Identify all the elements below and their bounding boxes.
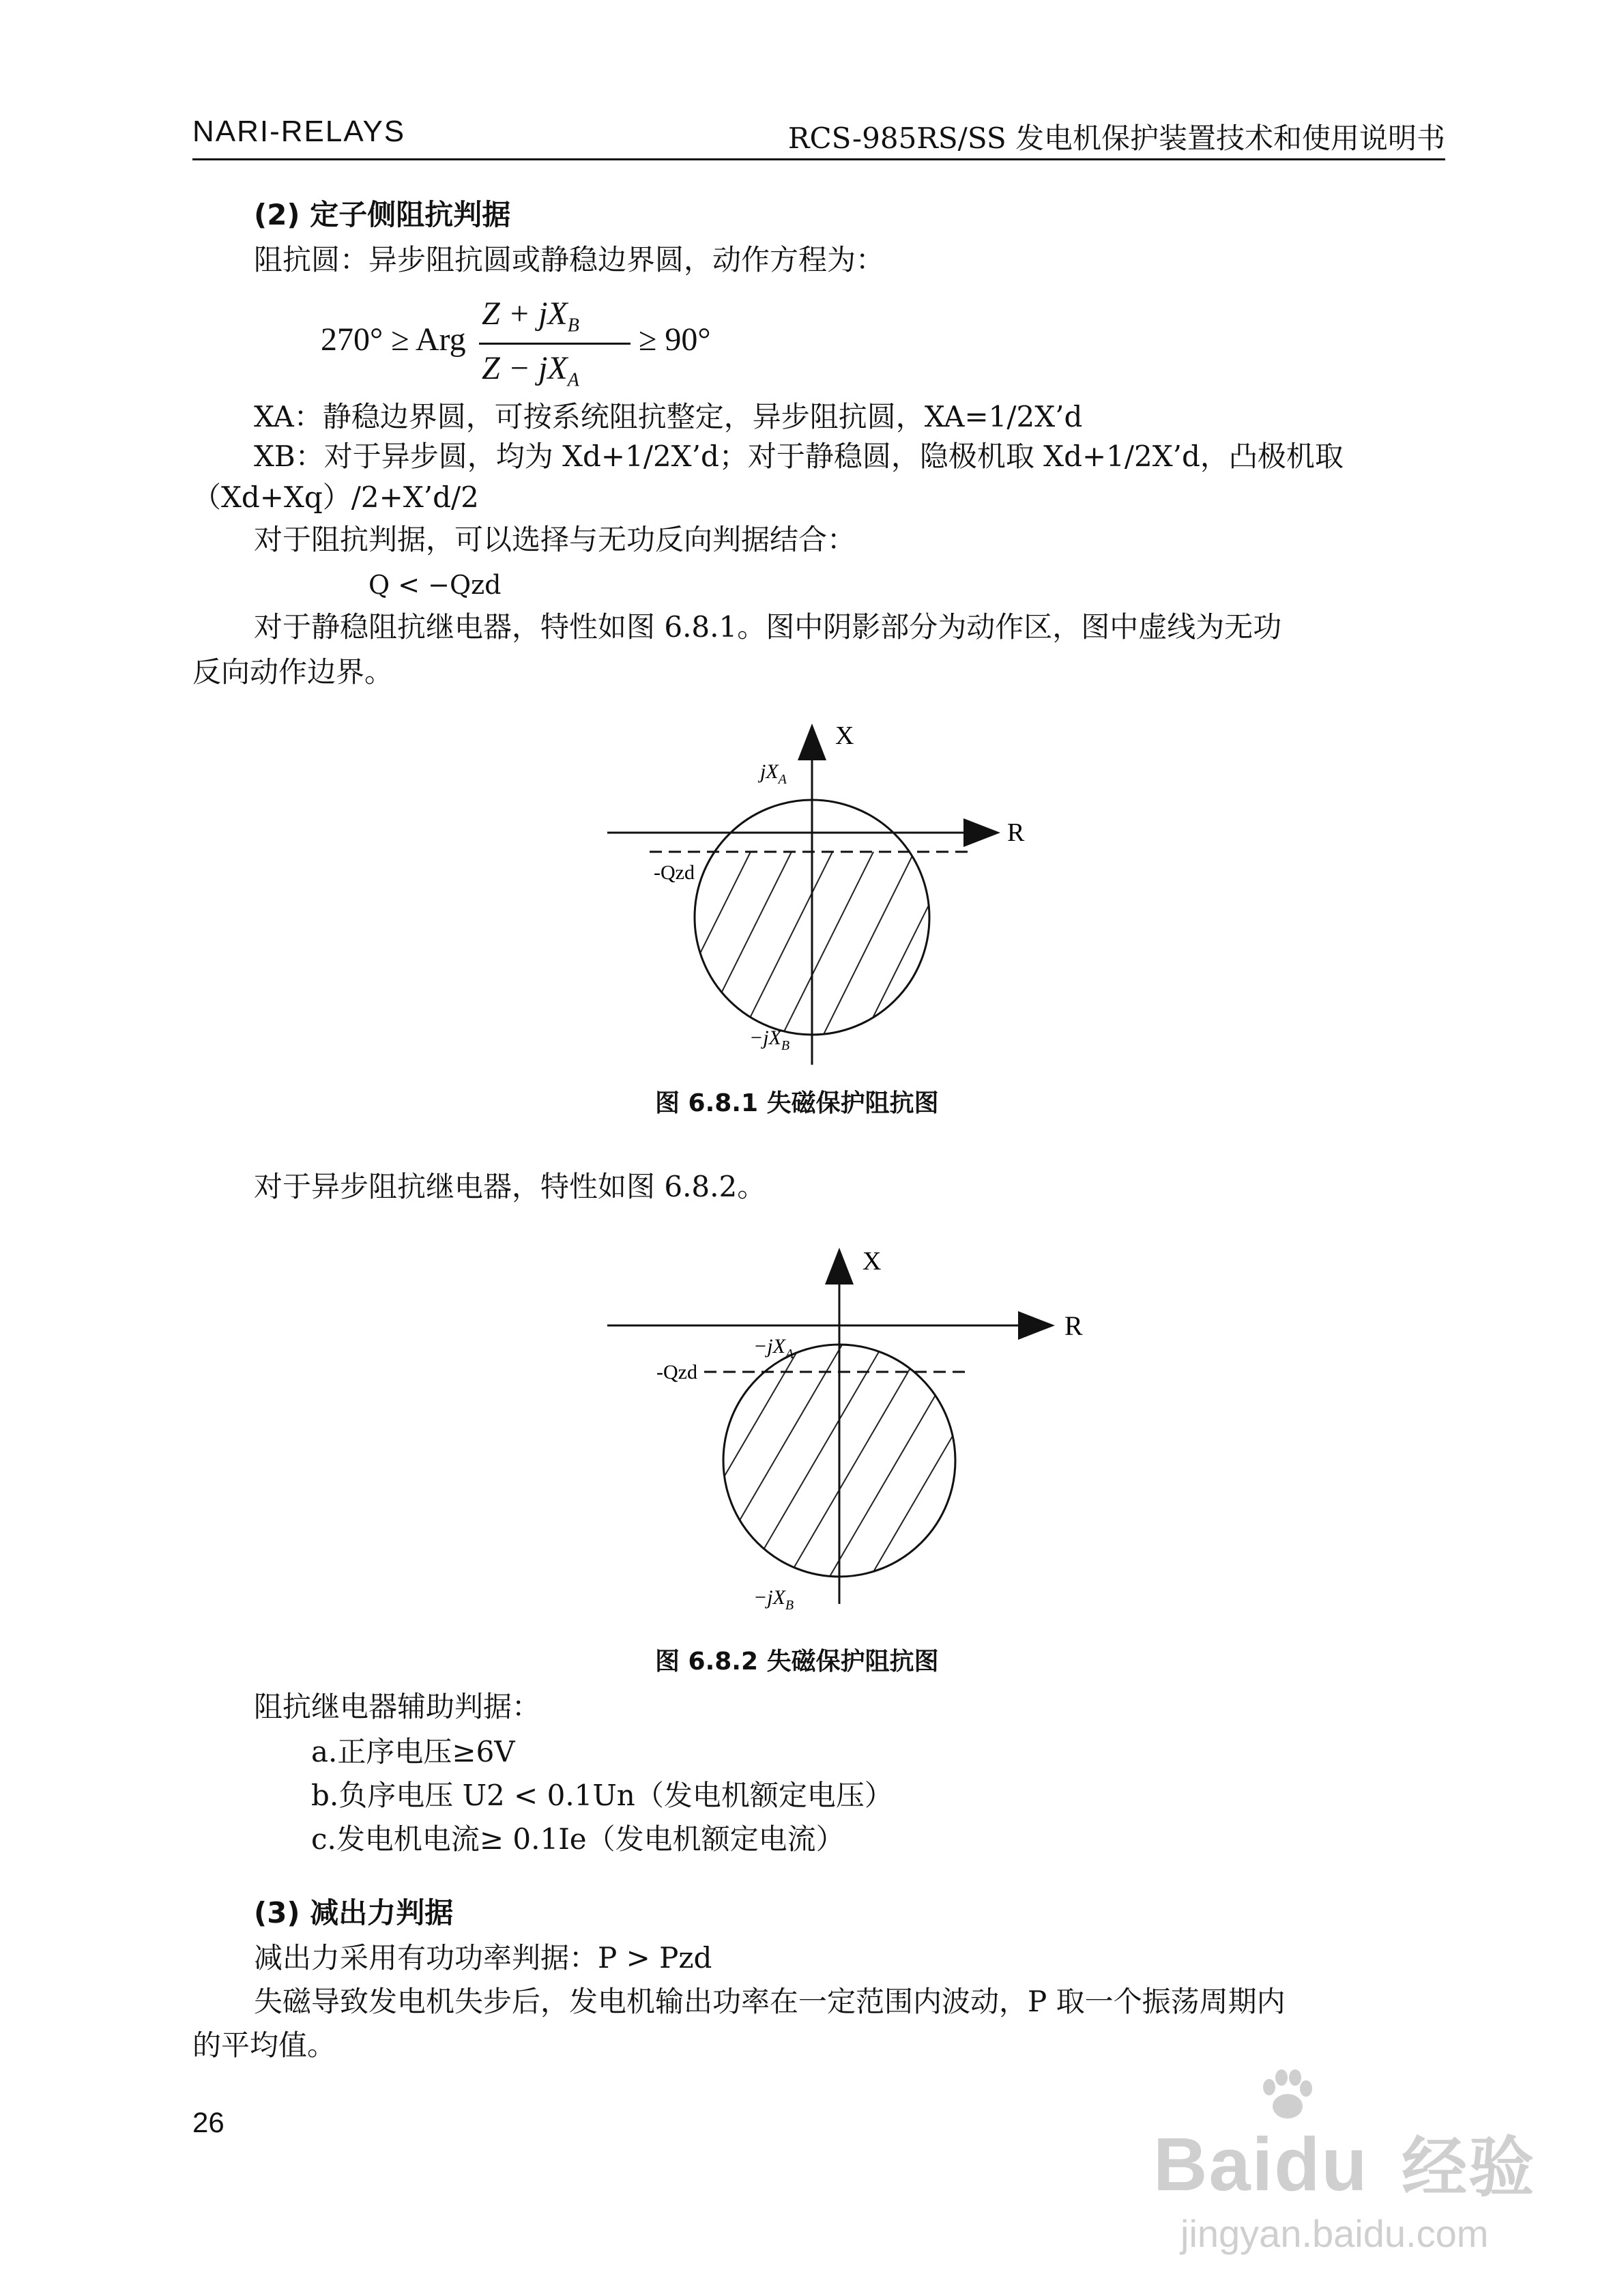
- fig1-intro-1: 对于静稳阻抗继电器，特性如图 6.8.1。图中阴影部分为动作区，图中虚线为无功: [254, 610, 1282, 644]
- fig1-top-label: [757, 760, 787, 787]
- figure-6-8-1: [587, 717, 1064, 1085]
- fig1-action-zone: [587, 852, 996, 1085]
- section-3-heading: (3) 减出力判据: [254, 1896, 454, 1929]
- combine-line: 对于阻抗判据，可以选择与无功反向判据结合：: [254, 523, 856, 556]
- fig2-bottom-label: [753, 1586, 794, 1613]
- formula-left: 270° ≥ Arg: [321, 321, 466, 358]
- fig2-qzd-label: -Qzd: [656, 1361, 697, 1383]
- fig1-top-sub: A: [778, 772, 787, 787]
- page-number: 26: [192, 2106, 224, 2138]
- formula-den-sub: A: [567, 369, 579, 391]
- baidu-watermark: [1153, 2068, 1590, 2280]
- fig2-top-text: −jX: [753, 1335, 785, 1358]
- xb-definition-2: （Xd+Xq）/2+X’d/2: [192, 480, 479, 514]
- aux-criteria-b: b.负序电压 U2 < 0.1Un（发电机额定电压）: [311, 1779, 893, 1812]
- aux-criteria-c: c.发电机电流≥ 0.1Ie（发电机额定电流）: [311, 1822, 845, 1856]
- fig2-bottom-sub: B: [785, 1598, 794, 1613]
- power-explanation-2: 的平均值。: [192, 2028, 336, 2062]
- fig1-caption: 图 6.8.1 失磁保护阻抗图: [655, 1089, 939, 1117]
- fig1-intro-2: 反向动作边界。: [192, 655, 394, 689]
- formula-numerator: [482, 295, 579, 337]
- fig1-r-label: R: [1007, 818, 1025, 847]
- fig2-caption: 图 6.8.2 失磁保护阻抗图: [655, 1648, 939, 1676]
- fig1-x-label: X: [835, 721, 854, 750]
- formula-denominator: [482, 349, 579, 392]
- fig2-r-label: R: [1064, 1310, 1083, 1341]
- fig1-qzd-label: -Qzd: [654, 861, 695, 884]
- power-criterion-line: 减出力采用有功功率判据：P > Pzd: [254, 1941, 712, 1975]
- header-brand: NARI-RELAYS: [192, 115, 406, 148]
- impedance-circle-line: 阻抗圆：异步阻抗圆或静稳边界圆，动作方程为：: [254, 243, 885, 276]
- formula-num-text: Z + jX: [482, 296, 568, 332]
- xa-definition: XA：静稳边界圆，可按系统阻抗整定，异步阻抗圆，XA=1/2X’d: [254, 400, 1083, 433]
- formula-num-sub: B: [567, 315, 579, 336]
- fig1-bottom-sub: B: [781, 1038, 790, 1053]
- fig2-bottom-text: −jX: [753, 1586, 785, 1609]
- q-condition: Q < −Qzd: [368, 570, 502, 600]
- watermark-brand-2: du: [1274, 2123, 1369, 2207]
- section-2-heading: (2) 定子侧阻抗判据: [254, 198, 511, 231]
- fig2-top-label: [753, 1335, 794, 1362]
- watermark-brand: Bai: [1153, 2123, 1275, 2207]
- watermark-product: 经验: [1402, 2132, 1536, 2205]
- xb-definition-1: XB：对于异步圆，均为 Xd+1/2X’d；对于静稳圆，隐极机取 Xd+1/2X’d，凸极机取: [254, 440, 1344, 473]
- fig2-x-label: X: [862, 1247, 882, 1276]
- formula-right: ≥ 90°: [639, 321, 711, 358]
- aux-criteria-heading: 阻抗继电器辅助判据：: [254, 1690, 541, 1723]
- power-explanation-1: 失磁导致发电机失步后，发电机输出功率在一定范围内波动，P 取一个振荡周期内: [254, 1985, 1286, 2018]
- header-rule: [192, 158, 1445, 160]
- fig2-top-sub: A: [785, 1347, 794, 1362]
- aux-criteria-a: a.正序电压≥6V: [311, 1735, 515, 1768]
- fig2-intro: 对于异步阻抗继电器，特性如图 6.8.2。: [254, 1170, 766, 1203]
- paw-icon: [1256, 2068, 1317, 2123]
- header-title: RCS-985RS/SS 发电机保护装置技术和使用说明书: [787, 121, 1445, 155]
- figure-6-8-2: [587, 1242, 1119, 1624]
- action-equation: [321, 296, 798, 396]
- fraction-bar: [479, 343, 630, 345]
- fig1-bottom-text: −jX: [749, 1027, 781, 1049]
- watermark-url: jingyan.baidu.com: [1180, 2212, 1489, 2255]
- formula-den-text: Z − jX: [482, 350, 568, 386]
- fig1-top-text: jX: [760, 760, 779, 783]
